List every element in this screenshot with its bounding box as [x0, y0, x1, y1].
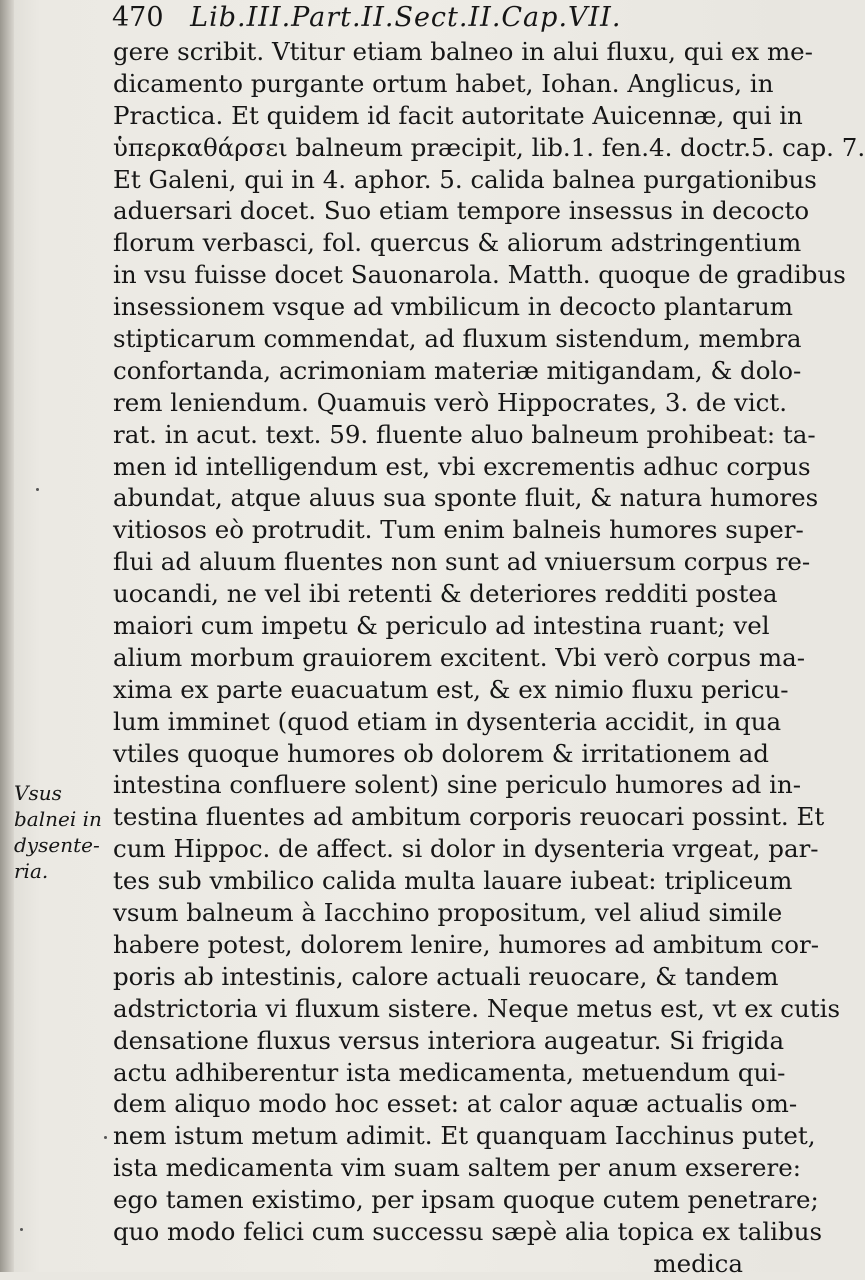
text-line: men id intelligendum est, vbi excrementis adhuc corpus	[113, 451, 811, 481]
text-line: actu adhiberentur ista medicamenta, metuendum qui-	[113, 1057, 786, 1087]
text-line: rat. in acut. text. 59. fluente aluo balneum prohibeat: ta-	[113, 419, 816, 449]
page-gutter	[0, 0, 14, 1272]
text-line: confortanda, acrimoniam materiæ mitigandam, & dolo-	[113, 355, 802, 385]
text-line: abundat, atque aluus sua sponte fluit, & natura humores	[113, 483, 819, 513]
text-line: aduersari docet. Suo etiam tempore insessus in decocto	[113, 196, 810, 226]
text-line: dem aliquo modo hoc esset: at calor aquæ actualis om-	[113, 1089, 798, 1119]
text-line: intestina confluere solent) sine periculo humores ad in-	[113, 770, 802, 800]
text-line: ὑπερκαθάρσει balneum præcipit, lib.1. fen.4. doctr.5. cap. 7.	[113, 132, 865, 162]
text-line: rem leniendum. Quamuis verò Hippocrates, 3. de vict.	[113, 387, 788, 417]
text-line: tes sub vmbilico calida multa lauare iubeat: tripliceum	[113, 866, 793, 896]
margin-note-line: Vsus	[14, 781, 62, 805]
page-number: 470	[112, 2, 164, 33]
text-line: dicamento purgante ortum habet, Iohan. Anglicus, in	[113, 68, 774, 98]
margin-note-line: dysente-	[14, 833, 100, 857]
ink-speck	[20, 1228, 23, 1231]
text-line: gere scribit. Vtitur etiam balneo in alui fluxu, qui ex me-	[113, 37, 813, 66]
text-line: in vsu fuisse docet Sauonarola. Matth. quoque de gradibus	[113, 260, 846, 290]
ink-speck	[104, 1136, 107, 1139]
text-line: alium morbum grauiorem excitent. Vbi verò corpus ma-	[113, 642, 805, 672]
margin-note-line: ria.	[14, 859, 49, 883]
text-line: lum imminet (quod etiam in dysenteria accidit, in qua	[113, 706, 782, 736]
text-line: vsum balneum à Iacchino propositum, vel aliud simile	[113, 898, 783, 928]
text-line: poris ab intestinis, calore actuali reuocare, & tandem	[113, 961, 779, 991]
text-line: flui ad aluum fluentes non sunt ad vniuersum corpus re-	[113, 547, 811, 577]
text-line: florum verbasci, fol. quercus & aliorum adstringentium	[113, 228, 802, 258]
text-line: xima ex parte euacuatum est, & ex nimio fluxu pericu-	[113, 674, 789, 704]
text-line: ista medicamenta vim suam saltem per anum exserere:	[113, 1153, 801, 1183]
text-line: medica	[653, 1248, 743, 1278]
margin-note-line: balnei in	[14, 807, 102, 831]
page-header	[112, 2, 752, 34]
text-line: stipticarum commendat, ad fluxum sistendum, membra	[113, 324, 802, 354]
text-line: adstrictoria vi fluxum sistere. Neque metus est, vt ex cutis	[113, 993, 841, 1023]
text-line: Practica. Et quidem id facit autoritate Auicennæ, qui in	[113, 100, 803, 130]
text-line: maiori cum impetu & periculo ad intestina ruant; vel	[113, 611, 770, 641]
text-line: insessionem vsque ad vmbilicum in decocto plantarum	[113, 292, 793, 322]
text-line: vtiles quoque humores ob dolorem & irritationem ad	[113, 738, 769, 768]
margin-note	[14, 780, 104, 884]
body-text	[113, 36, 865, 1280]
text-line: Et Galeni, qui in 4. aphor. 5. calida balnea purgationibus	[113, 164, 817, 194]
text-line: nem istum metum adimit. Et quanquam Iacchinus putet,	[113, 1121, 816, 1151]
text-line: testina fluentes ad ambitum corporis reuocari possint. Et	[113, 802, 825, 832]
ink-speck	[36, 488, 39, 491]
text-line: habere potest, dolorem lenire, humores ad ambitum cor-	[113, 929, 819, 959]
text-line: cum Hippoc. de affect. si dolor in dysenteria vrgeat, par-	[113, 834, 819, 864]
text-line: vitiosos eò protrudit. Tum enim balneis humores super-	[113, 515, 804, 545]
text-line: uocandi, ne vel ibi retenti & deteriores redditi postea	[113, 579, 778, 609]
text-line: quo modo felici cum successu sæpè alia topica ex talibus	[113, 1216, 823, 1246]
running-title: Lib.III.Part.II.Sect.II.Cap.VII.	[190, 2, 622, 33]
text-line: ego tamen existimo, per ipsam quoque cutem penetrare;	[113, 1185, 819, 1215]
text-line: densatione fluxus versus interiora augeatur. Si frigida	[113, 1025, 785, 1055]
